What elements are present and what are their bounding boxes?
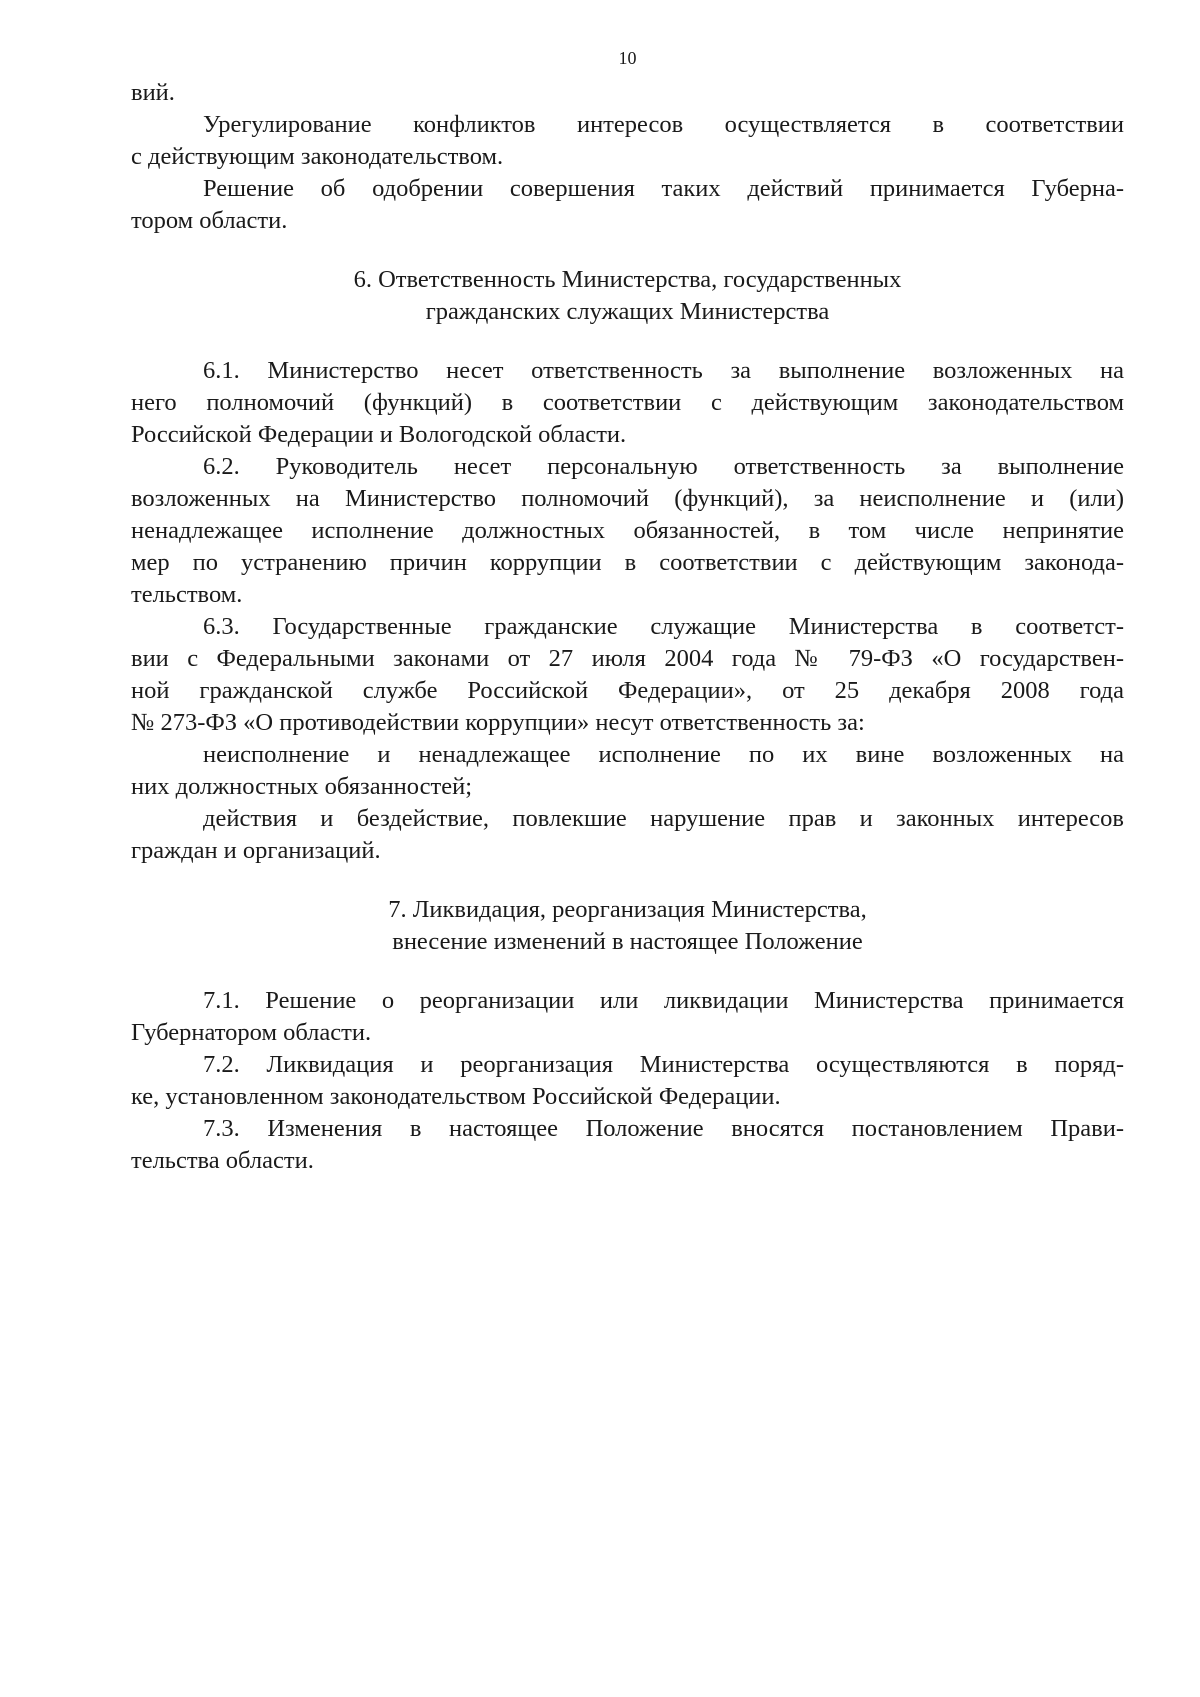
- text-line: них должностных обязанностей;: [131, 773, 473, 800]
- heading-line: гражданских служащих Министерства: [425, 298, 830, 325]
- text-line: возложенных на Министерство полномочий (функций), за неисполнение и (или): [131, 485, 1124, 512]
- text-line: Губернатором области.: [131, 1019, 372, 1046]
- heading-line: внесение изменений в настоящее Положение: [392, 928, 863, 955]
- text-line: 6.1. Министерство несет ответственность за выполнение возложенных на: [203, 357, 1124, 384]
- section-7-heading: [131, 894, 1124, 958]
- text-line: с действующим законодательством.: [131, 143, 504, 170]
- text-line: № 273-ФЗ «О противодействии коррупции» несут ответственность за:: [131, 709, 865, 736]
- text-line: него полномочий (функций) в соответствии с действующим законодательством: [131, 389, 1124, 416]
- text-line: тельства области.: [131, 1147, 314, 1174]
- text-line: тельством.: [131, 581, 243, 608]
- heading-line: 6. Ответственность Министерства, государственных: [353, 266, 902, 293]
- text-line: граждан и организаций.: [131, 837, 381, 864]
- heading-line: 7. Ликвидация, реорганизация Министерства,: [388, 896, 867, 923]
- text-line: 7.3. Изменения в настоящее Положение вносятся постановлением Прави-: [203, 1115, 1124, 1142]
- section-7-body: [131, 985, 1124, 1177]
- text-line: Решение об одобрении совершения таких действий принимается Губерна-: [203, 175, 1124, 202]
- text-line: вий.: [131, 79, 175, 106]
- text-line: мер по устранению причин коррупции в соответствии с действующим законода-: [131, 549, 1124, 576]
- section-6-heading: [131, 264, 1124, 328]
- text-line: 6.3. Государственные гражданские служащие Министерства в соответст-: [203, 613, 1124, 640]
- text-line: неисполнение и ненадлежащее исполнение по их вине возложенных на: [203, 741, 1124, 768]
- text-line: 7.1. Решение о реорганизации или ликвидации Министерства принимается: [203, 987, 1124, 1014]
- text-line: 6.2. Руководитель несет персональную ответственность за выполнение: [203, 453, 1124, 480]
- document-body: [131, 77, 1124, 1177]
- text-line: Урегулирование конфликтов интересов осуществляется в соответствии: [203, 111, 1124, 138]
- text-line: ненадлежащее исполнение должностных обязанностей, в том числе непринятие: [131, 517, 1124, 544]
- page-number: 10: [618, 48, 637, 68]
- section-6-body: [131, 355, 1124, 867]
- text-line: 7.2. Ликвидация и реорганизация Министерства осуществляются в поряд-: [203, 1051, 1124, 1078]
- text-line: ной гражданской службе Российской Федерации», от 25 декабря 2008 года: [131, 677, 1124, 704]
- text-line: тором области.: [131, 207, 288, 234]
- text-line: действия и бездействие, повлекшие нарушение прав и законных интересов: [203, 805, 1124, 832]
- text-line: ке, установленном законодательством Российской Федерации.: [131, 1083, 781, 1110]
- text-line: Российской Федерации и Вологодской области.: [131, 421, 627, 448]
- text-line: вии с Федеральными законами от 27 июля 2004 года № 79-ФЗ «О государствен-: [131, 645, 1124, 672]
